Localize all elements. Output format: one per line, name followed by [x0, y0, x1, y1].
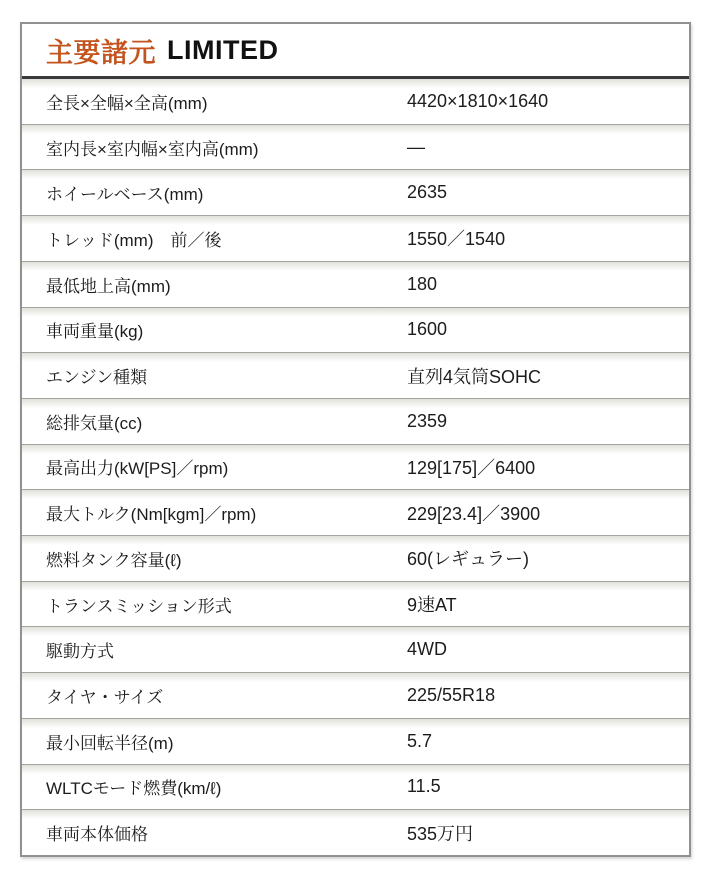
spec-label: 駆動方式 — [46, 642, 114, 662]
spec-value: 129[175]／6400 — [407, 457, 536, 478]
spec-label: 車両重量(kg) — [46, 322, 144, 342]
spec-value: 9速AT — [407, 595, 457, 616]
spec-label: WLTCモード燃費(km/ℓ) — [46, 779, 222, 799]
spec-value: — — [407, 136, 425, 157]
spec-value: 60(レギュラー) — [407, 549, 530, 570]
table-title-grade: LIMITED — [167, 34, 279, 65]
table-title-ja: 主要諸元 — [46, 37, 156, 68]
spec-row — [22, 261, 689, 307]
spec-row — [22, 215, 689, 261]
spec-label: トレッド(mm) 前／後 — [46, 230, 222, 250]
spec-label: エンジン種類 — [46, 368, 148, 388]
spec-label: 車両本体価格 — [46, 825, 148, 845]
spec-table — [20, 22, 691, 857]
spec-label: 最小回転半径(m) — [46, 733, 174, 753]
spec-row — [22, 626, 689, 672]
spec-label: 全長×全幅×全高(mm) — [46, 93, 208, 113]
spec-row — [22, 809, 689, 855]
spec-value: 535万円 — [407, 823, 474, 844]
spec-label: 燃料タンク容量(ℓ) — [46, 550, 182, 570]
spec-row — [22, 672, 689, 718]
spec-row — [22, 79, 689, 124]
table-title — [22, 24, 689, 76]
spec-row — [22, 444, 689, 490]
spec-value: 1550／1540 — [407, 229, 506, 250]
spec-row — [22, 398, 689, 444]
spec-row — [22, 352, 689, 398]
spec-row — [22, 489, 689, 535]
spec-value: 11.5 — [407, 776, 441, 797]
spec-row — [22, 124, 689, 170]
spec-label: 最高出力(kW[PS]／rpm) — [46, 459, 229, 479]
spec-value: 4WD — [407, 639, 447, 660]
spec-row — [22, 718, 689, 764]
spec-value: 2635 — [407, 182, 448, 203]
spec-value: 4420×1810×1640 — [407, 90, 549, 111]
spec-label: 最低地上高(mm) — [46, 276, 171, 296]
spec-label: トランスミッション形式 — [46, 596, 232, 616]
spec-row — [22, 581, 689, 627]
spec-value: 225/55R18 — [407, 684, 496, 705]
spec-label: 総排気量(cc) — [46, 413, 143, 433]
spec-value: 180 — [407, 273, 438, 294]
spec-label: ホイールベース(mm) — [46, 185, 204, 205]
spec-value: 5.7 — [407, 730, 433, 751]
spec-value: 1600 — [407, 319, 448, 340]
spec-rows-container — [22, 79, 689, 855]
spec-label: 室内長×室内幅×室内高(mm) — [46, 139, 259, 159]
spec-label: タイヤ・サイズ — [46, 687, 164, 707]
spec-row — [22, 764, 689, 810]
spec-row — [22, 169, 689, 215]
spec-row — [22, 535, 689, 581]
spec-value: 2359 — [407, 410, 448, 431]
spec-label: 最大トルク(Nm[kgm]／rpm) — [46, 505, 257, 525]
spec-row — [22, 307, 689, 353]
spec-value: 直列4気筒SOHC — [407, 366, 542, 387]
spec-value: 229[23.4]／3900 — [407, 503, 541, 524]
